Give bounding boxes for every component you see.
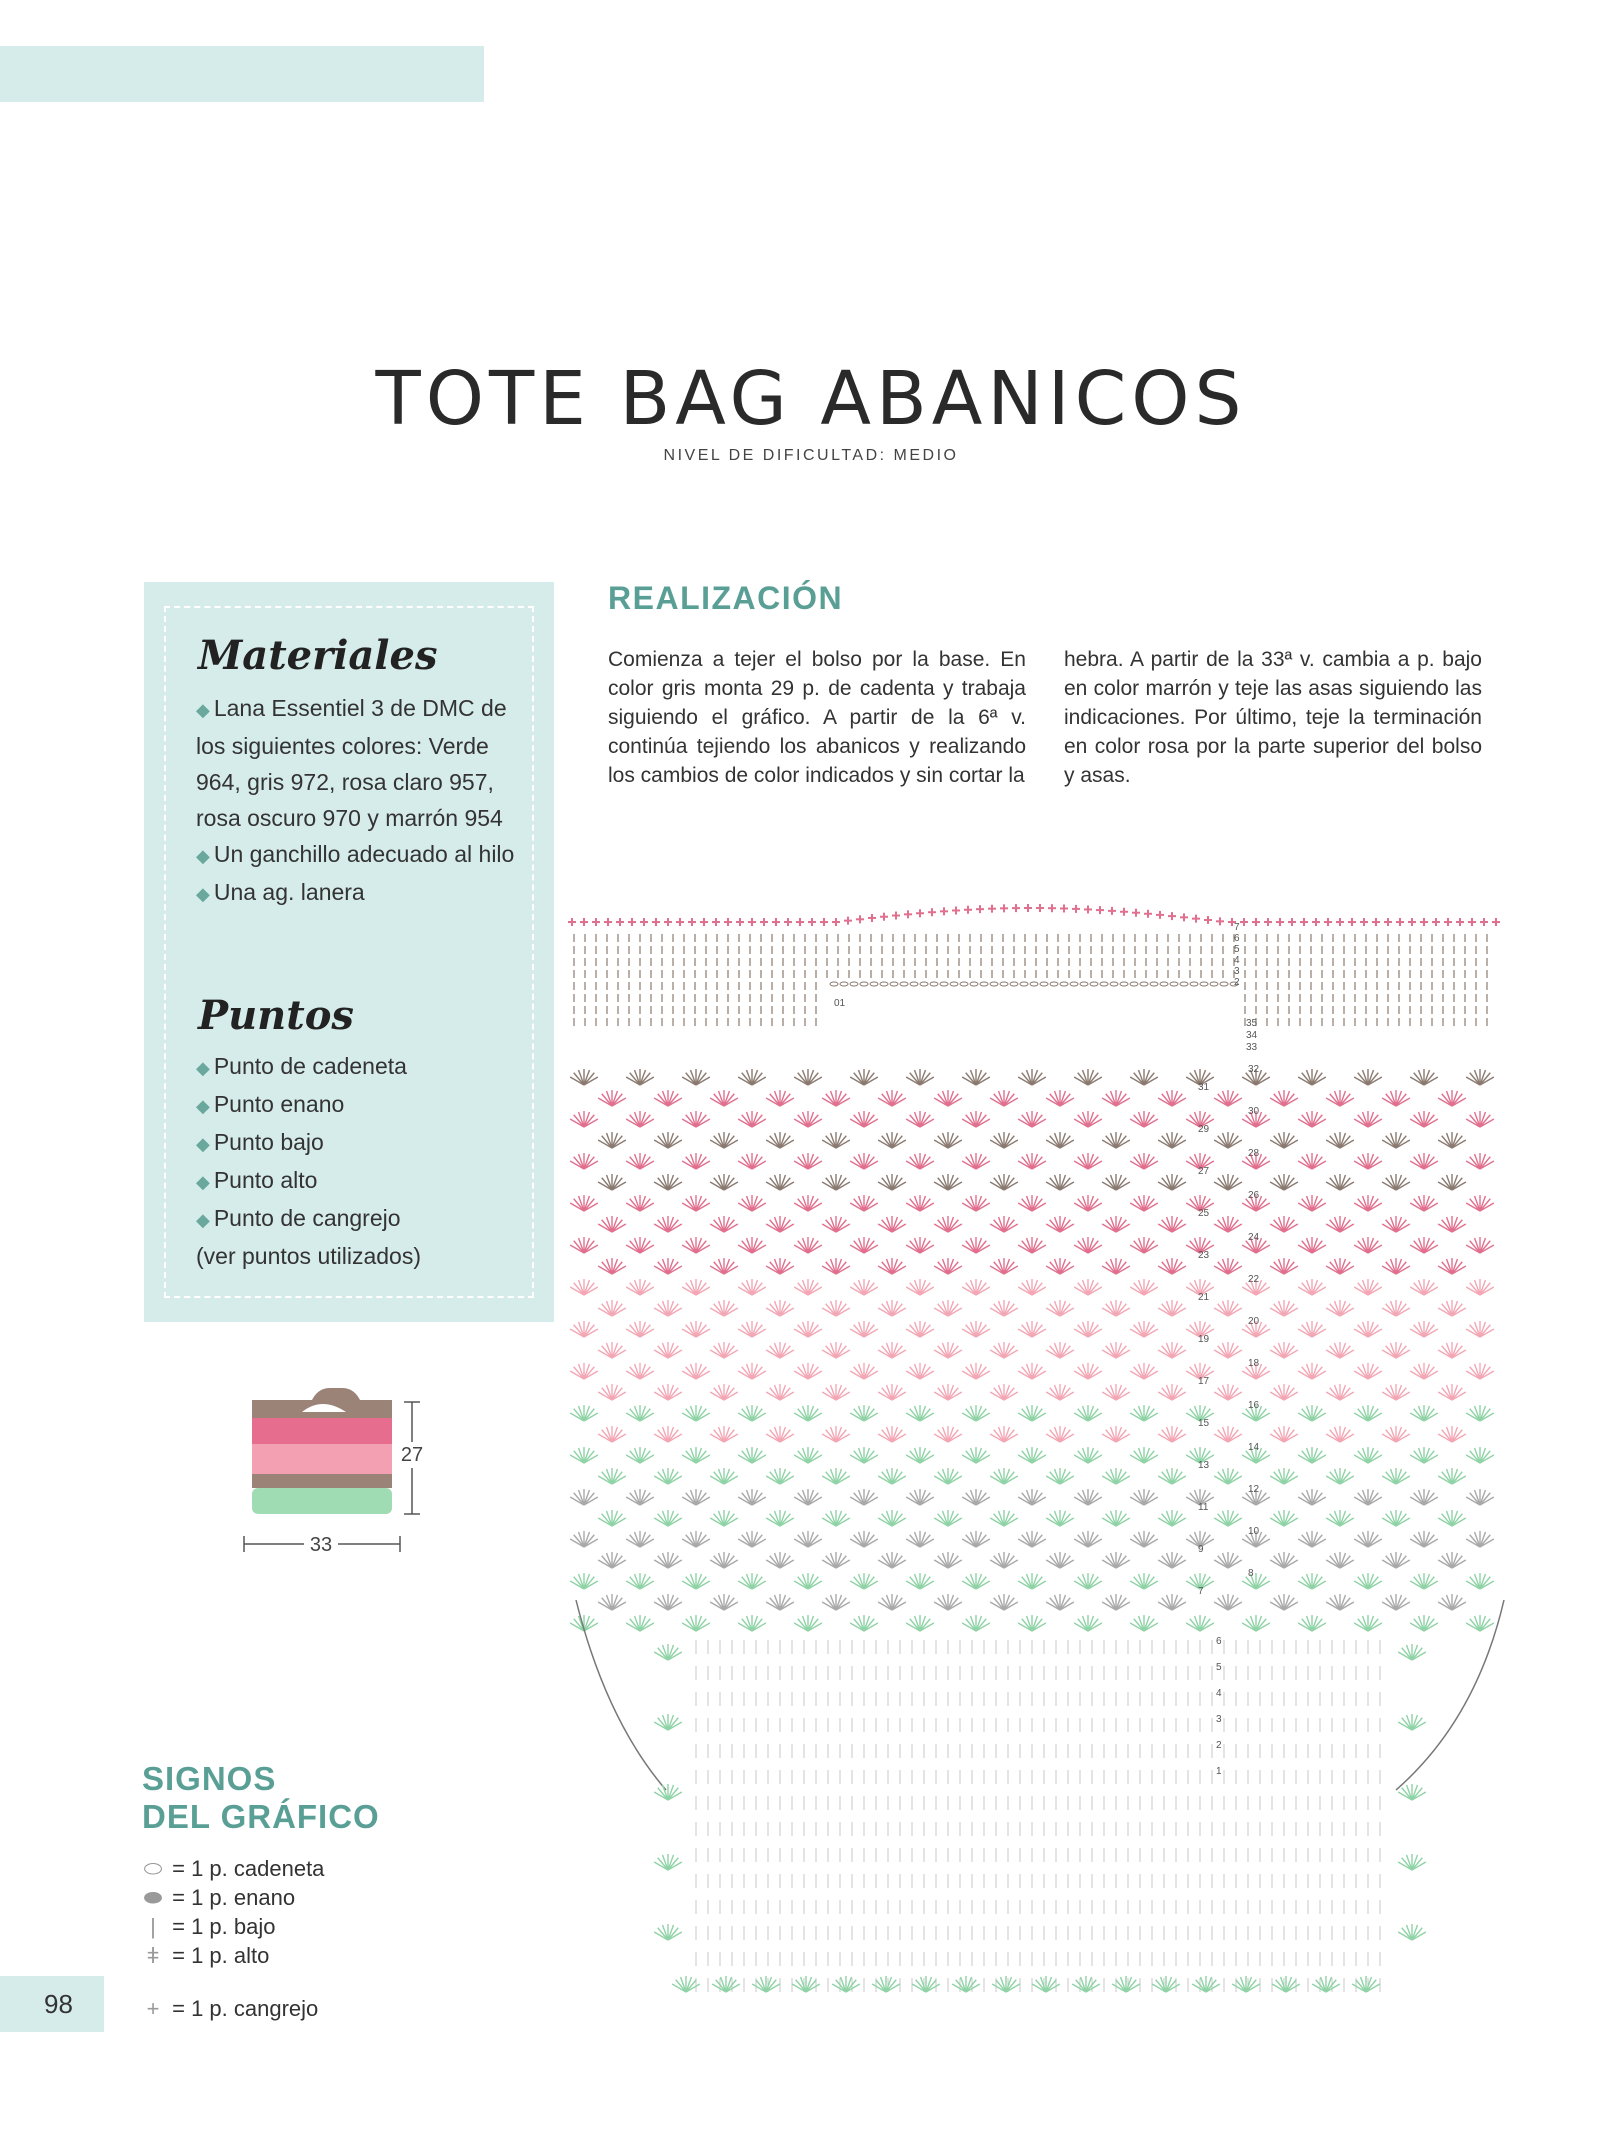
realization-heading: REALIZACIÓN: [608, 580, 844, 616]
diamond-bullet-icon: ◆: [196, 884, 210, 904]
left-row-label: 29: [1198, 1124, 1210, 1135]
materials-heading: Materiales: [198, 632, 438, 679]
left-row-label: 23: [1198, 1250, 1210, 1261]
chain-stitch-icon: ⬭: [143, 1856, 163, 1881]
single-crochet-icon: |: [150, 1914, 156, 1939]
right-row-label: 10: [1248, 1526, 1260, 1537]
diamond-bullet-icon: ◆: [196, 1210, 210, 1230]
right-row-label: 12: [1248, 1484, 1260, 1495]
difficulty-level: NIVEL DE DIFICULTAD: MEDIO: [663, 447, 959, 464]
bag-pink-dark-band: [252, 1418, 392, 1444]
page-number: 98: [0, 1976, 104, 2032]
stitches-heading: Puntos: [198, 992, 354, 1039]
left-row-label: 25: [1198, 1208, 1210, 1219]
bag-brown-band: [252, 1474, 392, 1488]
handle-row-label: 7: [1234, 922, 1240, 933]
base-row-label: 1: [1216, 1766, 1222, 1777]
right-row-label: 14: [1248, 1442, 1260, 1453]
list-item: ◆ Una ag. lanera: [196, 879, 365, 905]
bag-green-band: [252, 1488, 392, 1514]
base-row-label: 3: [1216, 1714, 1222, 1725]
handle-rows: [574, 934, 1487, 1026]
realization-text-col2: hebra. A partir de la 33ª v. cambia a p. bajo en color marrón y teje las asas siguiendo las indicaciones. Por último, teje la terminación en color rosa por la parte superior del bolso y asas.: [1064, 648, 1482, 787]
list-item: ◆ Punto de cadeneta: [196, 1053, 407, 1079]
realization-text-col1: Comienza a tejer el bolso por la base. En color gris monta 29 p. de cadenta y trabaja siguiendo el gráfico. A partir de la 6ª v. continúa tejiendo los abanicos y realizando los cambios de color indicados y sin cortar la: [608, 648, 1026, 787]
diamond-bullet-icon: ◆: [196, 1134, 210, 1154]
diamond-bullet-icon: ◆: [196, 1096, 210, 1116]
signs-heading: SIGNOS DEL GRÁFICO: [142, 1760, 380, 1835]
handle-row-label: 6: [1234, 933, 1240, 944]
left-row-label: 19: [1198, 1334, 1210, 1345]
bag-dimensions-diagram: [242, 1388, 442, 1568]
list-item: ◆ Lana Essentiel 3 de DMC de los siguientes colores: Verde 964, gris 972, rosa claro 957, rosa oscuro 970 y marrón 954: [196, 695, 507, 831]
handle-start-label: 01: [834, 998, 846, 1009]
diamond-bullet-icon: ◆: [196, 700, 210, 720]
left-row-label: 17: [1198, 1376, 1210, 1387]
bag-height-label: 27: [400, 1444, 424, 1466]
crochet-chart: [566, 900, 1514, 2000]
legend-row: + = 1 p. cangrejo: [140, 1996, 318, 2022]
list-item: ◆ Un ganchillo adecuado al hilo: [196, 841, 515, 867]
handle-row-label: 35: [1246, 1018, 1258, 1029]
legend-row: ⬭ = 1 p. cadeneta: [140, 1856, 324, 1882]
handle-row-label: 2: [1234, 977, 1240, 988]
legend-row: | = 1 p. bajo: [140, 1914, 276, 1940]
handle-chain-row: [830, 982, 1238, 986]
right-side-curve: [1396, 1600, 1504, 1790]
left-row-label: 31: [1198, 1082, 1210, 1093]
base-rows: [654, 1640, 1426, 1992]
left-row-label: 27: [1198, 1166, 1210, 1177]
crab-stitch-icon: +: [146, 1996, 160, 2021]
top-crab-edge: [568, 904, 1500, 926]
base-row-label: 4: [1216, 1688, 1222, 1699]
right-row-label: 30: [1248, 1106, 1260, 1117]
left-row-label: 15: [1198, 1418, 1210, 1429]
left-row-label: 7: [1198, 1586, 1204, 1597]
right-row-label: 24: [1248, 1232, 1260, 1243]
right-row-label: 22: [1248, 1274, 1260, 1285]
left-row-label: 11: [1198, 1502, 1209, 1513]
right-row-label: 32: [1248, 1064, 1260, 1075]
list-item: ◆ Punto de cangrejo: [196, 1205, 401, 1231]
handle-row-label: 34: [1246, 1030, 1258, 1041]
bag-handle-icon: [252, 1388, 392, 1418]
materials-panel: [144, 582, 554, 1322]
base-row-label: 5: [1216, 1662, 1222, 1673]
legend-row: ǂ = 1 p. alto: [140, 1943, 269, 1969]
double-crochet-icon: ǂ: [146, 1943, 160, 1968]
list-item: ◆ Punto enano: [196, 1091, 345, 1117]
list-item: ◆ Punto alto: [196, 1167, 318, 1193]
legend-row: ⬬ = 1 p. enano: [140, 1885, 295, 1911]
bag-pink-light-band: [252, 1444, 392, 1474]
list-item: ◆ Punto bajo: [196, 1129, 324, 1155]
base-row-label: 6: [1216, 1636, 1222, 1647]
diamond-bullet-icon: ◆: [196, 846, 210, 866]
handle-row-label: 3: [1234, 966, 1240, 977]
left-row-label: 13: [1198, 1460, 1210, 1471]
right-row-label: 28: [1248, 1148, 1260, 1159]
right-row-label: 16: [1248, 1400, 1260, 1411]
header-color-bar: [0, 46, 484, 102]
right-row-label: 20: [1248, 1316, 1260, 1327]
base-row-label: 2: [1216, 1740, 1222, 1751]
right-row-label: 18: [1248, 1358, 1260, 1369]
stitches-list: [196, 1048, 526, 1274]
handle-row-label: 5: [1234, 944, 1240, 955]
left-row-label: 9: [1198, 1544, 1204, 1555]
stitches-note: (ver puntos utilizados): [196, 1243, 421, 1269]
right-row-label: 8: [1248, 1568, 1254, 1579]
slip-stitch-icon: ⬬: [143, 1885, 163, 1910]
handle-row-label: 4: [1234, 955, 1240, 966]
right-row-label: 26: [1248, 1190, 1260, 1201]
left-row-label: 21: [1198, 1292, 1210, 1303]
fan-rows: [570, 1069, 1494, 1631]
handle-row-label: 33: [1246, 1042, 1258, 1053]
materials-list: [196, 690, 526, 912]
bag-width-label: 33: [309, 1534, 333, 1556]
diamond-bullet-icon: ◆: [196, 1058, 210, 1078]
diamond-bullet-icon: ◆: [196, 1172, 210, 1192]
page-title: TOTE BAG ABANICOS: [375, 356, 1247, 442]
